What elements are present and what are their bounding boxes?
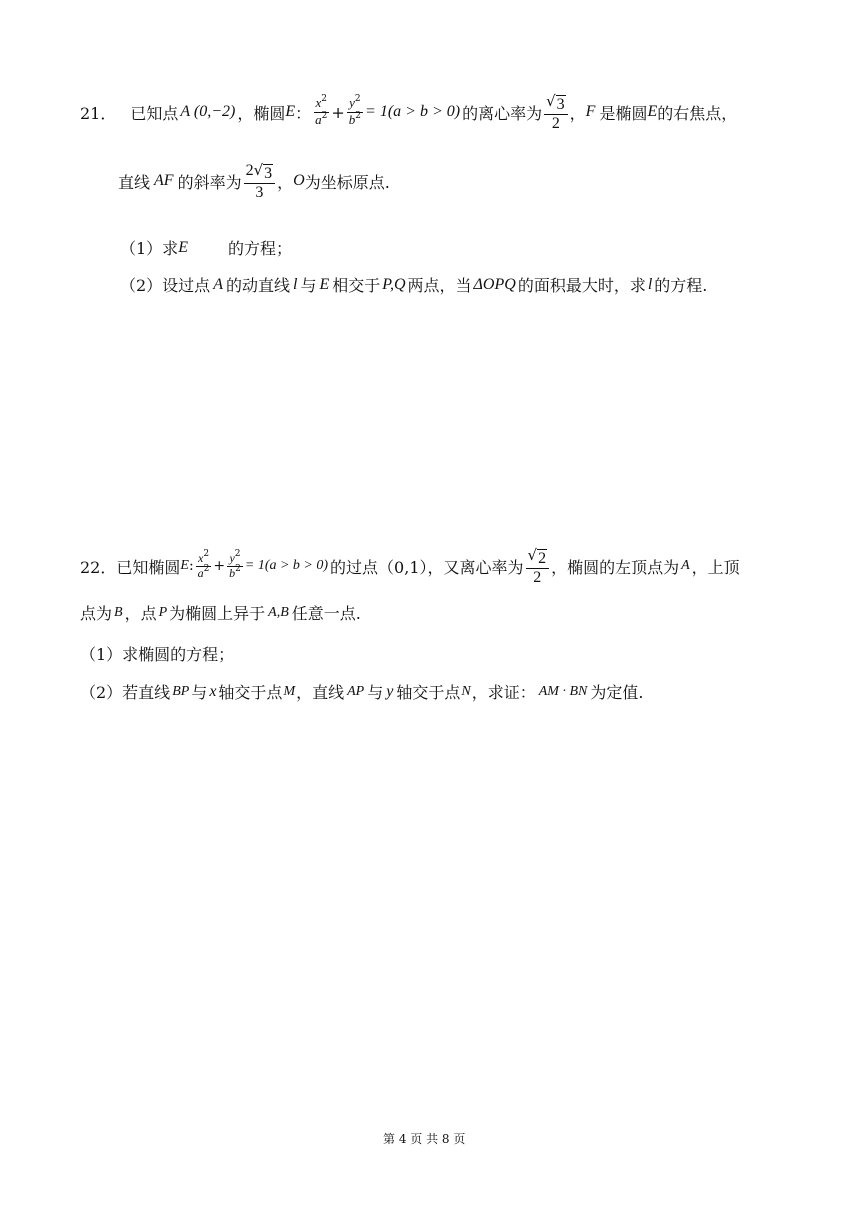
q22-x-fraction: $\frac{x^2}{a^2}$ bbox=[197, 549, 210, 580]
q21-eccentricity: √ 3 2 bbox=[544, 92, 568, 133]
q22-y-fraction: $\frac{y^2}{b^2}$ bbox=[229, 549, 241, 580]
q21-line1: 21． 已知点 A (0,−2) ，椭圆 E ： $\frac{x^2}{a^2}$ + $\frac{y^2}{b^2}$ = 1(a > b > 0) 的离心率为 √ 3 2 ， F 是椭圆 E 的右焦点， bbox=[80, 92, 738, 132]
q22-line2: 点为 B ，点 P 为椭圆上异于 A,B 任意一点. bbox=[80, 604, 361, 623]
q21-part1: （1）求 E 的方程； bbox=[120, 238, 292, 258]
q21-x-fraction: $\frac{x^2}{a^2}$ bbox=[315, 94, 328, 127]
q21-part2: （2）设过点 A 的动直线 l 与 E 相交于 P,Q 两点，当 ΔOPQ 的面积最大时，求 l 的方程. bbox=[120, 275, 708, 295]
q21-number: 21． bbox=[80, 103, 117, 123]
q22-part1: （1）求椭圆的方程； bbox=[80, 645, 235, 664]
q21-slope: 2 √ 3 3 bbox=[244, 161, 276, 202]
q21-y-fraction: $\frac{y^2}{b^2}$ bbox=[348, 94, 362, 127]
q22-eccentricity: √ 2 2 bbox=[526, 546, 550, 587]
q22-part2: （2）若直线 BP 与 x 轴交于点 M ，直线 AP 与 y 轴交于点 N ，求证： AM · BN 为定值. bbox=[80, 682, 644, 702]
q22-line1: 22． 已知椭圆 E : $\frac{x^2}{a^2}$ + $\frac{y^2}{b^2}$ = 1(a > b > 0) 的过点（0,1），又离心率为 √ 2 2 ，椭圆的左顶点为 A ，上顶 bbox=[80, 546, 740, 586]
q21-line2: 直线 AF 的斜率为 2 √ 3 3 ， O 为坐标原点. bbox=[118, 161, 390, 201]
page-footer: 第 4 页 共 8 页 bbox=[383, 1132, 466, 1146]
q22-number: 22． bbox=[80, 557, 117, 577]
